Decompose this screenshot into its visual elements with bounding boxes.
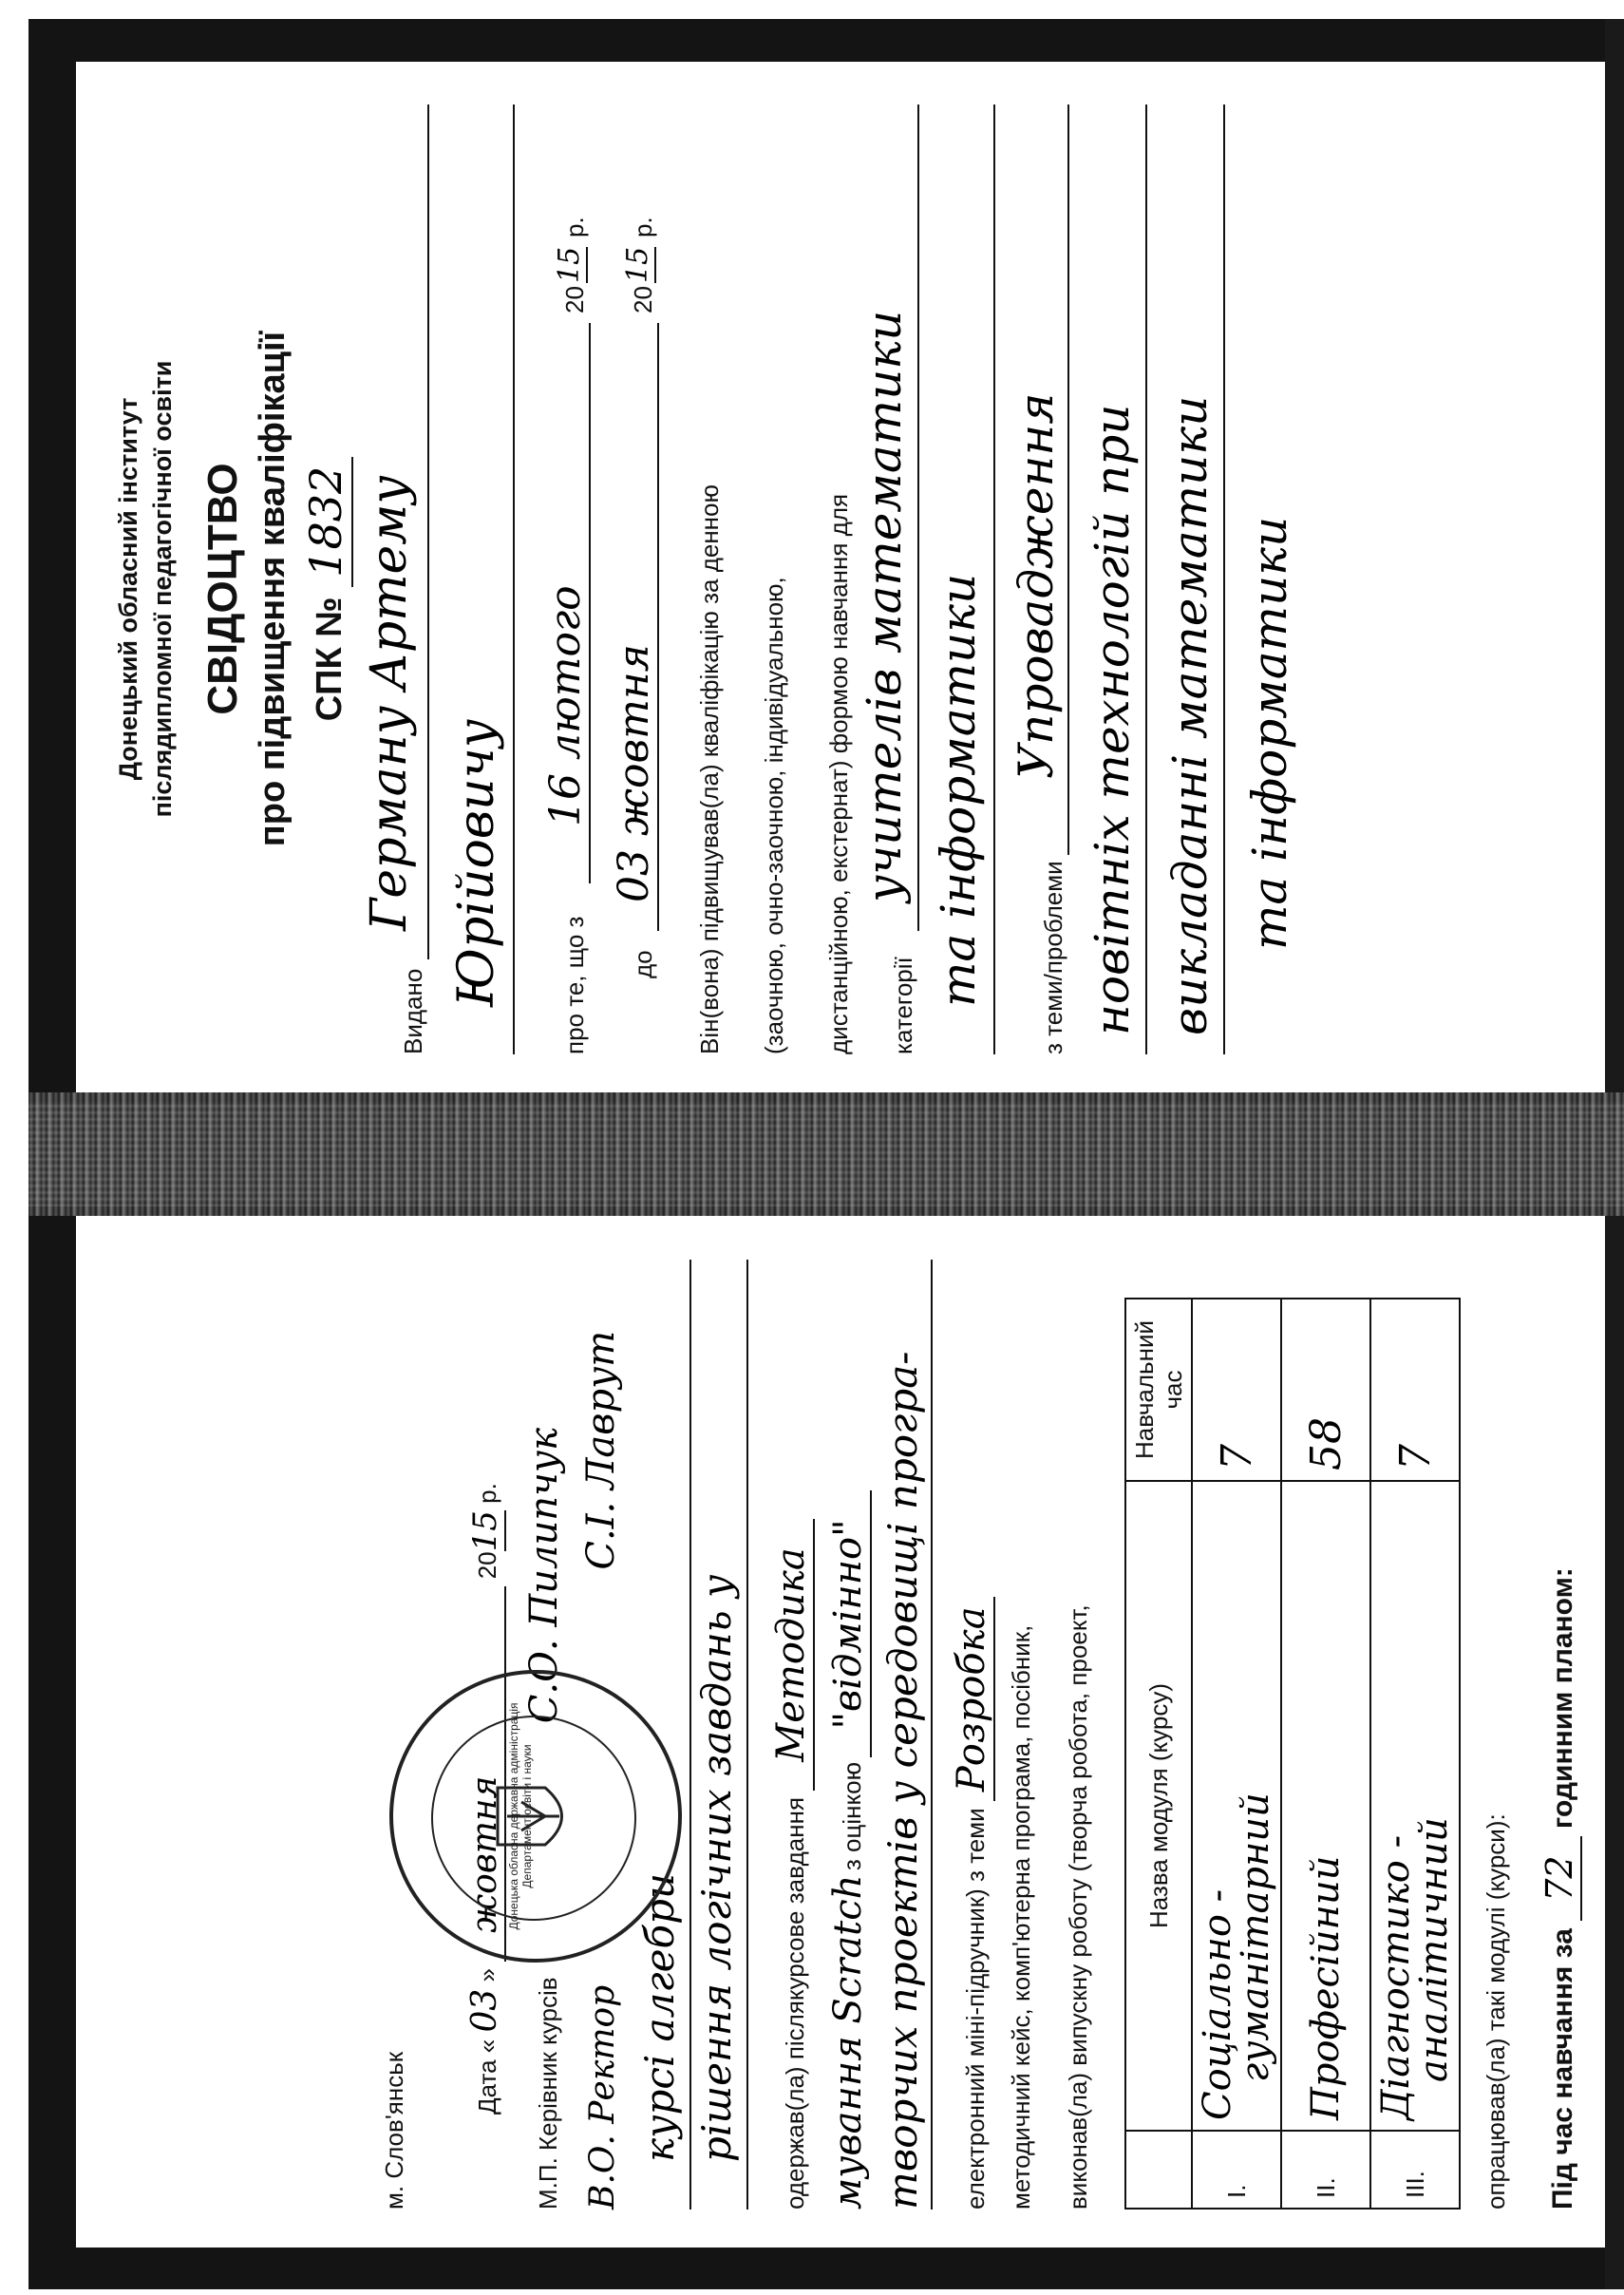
coat-of-arms-icon: [493, 1783, 578, 1849]
issue-date-close: »: [473, 1967, 501, 1982]
certificate-page: [76, 62, 1605, 1092]
graduation-grade-label: з оцінкою: [838, 1761, 866, 1871]
to-year-label: р.: [629, 217, 657, 237]
category-underline-2: [993, 104, 995, 1054]
graduation-grade-line: [826, 1490, 870, 2210]
graduation-topic-2: творчих проектів у середовищі програ-: [879, 1351, 926, 2210]
from-date-value: 16 лютого: [541, 585, 590, 826]
topic-underline-3: [1223, 104, 1225, 1054]
recipient-name-line2: Юрійовичу: [448, 718, 505, 1007]
issue-date-month: жовтня: [465, 1586, 506, 1962]
study-form-line2: (заочною, очно-заочною, індивідуальною,: [760, 577, 788, 1054]
to-date-label: до: [629, 950, 657, 978]
postcourse-line: [769, 1519, 813, 2210]
topic-value-line1: Упровадження: [1009, 392, 1064, 779]
issue-date-year-suffix: 15: [466, 1510, 504, 1552]
module-name: Соціально - гуманітарний: [1192, 1481, 1281, 2131]
recipient-name-line1: Герману Артему: [361, 475, 418, 931]
issue-date-day: 03: [465, 1988, 504, 2033]
topic-value-line4: та інформатики: [1242, 516, 1297, 950]
certificate-number: [300, 161, 351, 1016]
to-year-suffix: 15: [621, 246, 654, 283]
rector-title: В.О. Ректор: [583, 1984, 622, 2210]
study-form-line3: дистанційною, екстернат) формою навчання для: [824, 493, 853, 1054]
modules-table-header: [1125, 1299, 1192, 2209]
study-plan-hours: 72: [1539, 1836, 1582, 1920]
issue-date-year-prefix: 20: [473, 1551, 501, 1580]
postcourse-value-2: рішення логічних завдань у: [693, 1574, 740, 2162]
category-label: категорії: [889, 957, 917, 1054]
modules-intro: опрацював(ла) такі модулі (курси):: [1482, 1813, 1510, 2210]
to-date-value: 03 жовтня: [610, 644, 658, 902]
postcourse-underline-2: [746, 1260, 748, 2210]
certificate-number-value: 1832: [300, 457, 353, 587]
module-hours-header-line1: Навчальний: [1130, 1320, 1159, 1460]
institute-name-line2: післядипломної педагогічної освіти: [148, 360, 177, 818]
category-value-line1: учителів математики: [857, 310, 912, 902]
graduation-topic-3: мування Scratch: [826, 1874, 870, 2210]
module-number: III.: [1370, 2131, 1460, 2209]
city-name: м. Слов'янськ: [380, 2051, 408, 2210]
stamp-text: Донецька обласна державна адміністрація Департамент освіти і науки: [507, 1702, 534, 1930]
institute-name-line1: Донецький обласний інститут: [114, 397, 142, 781]
topic-value-line3: викладанні математики: [1162, 395, 1218, 1035]
table-row: [1192, 1299, 1281, 2209]
rector-name: С.І. Лаврут: [579, 1330, 623, 1570]
study-plan-suffix: годинним планом:: [1547, 1567, 1578, 1830]
module-hours: 7: [1192, 1299, 1281, 1481]
module-hours-header: [1125, 1299, 1192, 1481]
graduation-topic-label: електронний міні-підручник) з теми: [961, 1808, 990, 2210]
module-name: Професійний: [1281, 1481, 1370, 2131]
graduation-line2: методичний кейс, комп'ютерна програма, посібник,: [1007, 1624, 1035, 2210]
category-value-line2: та інформатики: [931, 573, 986, 1007]
name-underline-2: [513, 104, 515, 1054]
postcourse-underline-3: [689, 1260, 691, 2210]
module-number: II.: [1281, 2131, 1370, 2209]
modules-page: [76, 1216, 1605, 2248]
table-row: [1281, 1299, 1370, 2209]
certificate-rotated-content: [76, 62, 1605, 1092]
certificate-number-label: СПК №: [310, 597, 349, 722]
category-underline-1: [917, 104, 919, 931]
issue-date-label: Дата «: [473, 2039, 501, 2115]
from-year-prefix: 20: [560, 286, 589, 313]
graduation-grade-value: "відмінно": [826, 1490, 872, 1757]
postcourse-value-1: Методика: [769, 1519, 815, 1791]
official-stamp: [389, 1670, 682, 1963]
issued-to-label: Видано: [399, 968, 427, 1054]
issue-date-year-label: р.: [473, 1483, 501, 1504]
topic-label: з теми/проблеми: [1039, 861, 1067, 1054]
table-row: [1370, 1299, 1460, 2209]
to-year-prefix: 20: [629, 286, 657, 313]
postcourse-value-3: курсі алгебри: [636, 1872, 683, 2162]
topic-value-line2: новітніх технологій при: [1085, 404, 1140, 1035]
module-number: I.: [1192, 2131, 1281, 2209]
graduation-topic-underline: [931, 1260, 933, 2210]
certificate-title: СВІДОЦТВО: [199, 463, 246, 715]
modules-table: [1124, 1298, 1461, 2210]
certificate-subtitle: про підвищення кваліфікації: [253, 331, 293, 847]
postcourse-label: одержав(ла) післякурсове завдання: [781, 1796, 809, 2210]
module-name: Діагностико - аналітичний: [1370, 1481, 1460, 2131]
spine-texture: [28, 1102, 1624, 1206]
study-form-line1: Він(вона) підвищував(ла) кваліфікацію за денною: [695, 484, 724, 1054]
from-year-suffix: 15: [553, 246, 586, 283]
from-year-label: р.: [560, 217, 589, 237]
graduation-topic-1: Розробка: [950, 1597, 995, 1801]
from-date-label: про те, що з: [560, 916, 589, 1054]
module-name-header: Назва модуля (курсу): [1125, 1481, 1192, 2131]
cover-edge-top: [28, 19, 1624, 62]
module-hours: 58: [1281, 1299, 1370, 1481]
cover-edge-bottom: [28, 2248, 1624, 2289]
topic-underline-1: [1067, 104, 1069, 855]
graduation-line3: [950, 1597, 993, 2210]
course-head-title: М.П. Керівник курсів: [534, 1977, 562, 2210]
module-hours-header-line2: час: [1159, 1370, 1187, 1410]
modules-rotated-content: [76, 1216, 1605, 2248]
course-head-name: С.О. Пилипчук: [522, 1428, 566, 1724]
topic-underline-2: [1145, 104, 1147, 1054]
study-plan-prefix: Під час навчання за: [1547, 1928, 1578, 2210]
module-hours: 7: [1370, 1299, 1460, 1481]
name-underline-1: [427, 104, 429, 959]
graduation-line1: виконав(ла) випускну роботу (творча робота, проект,: [1064, 1604, 1092, 2210]
study-plan-heading: [1539, 1567, 1580, 2210]
